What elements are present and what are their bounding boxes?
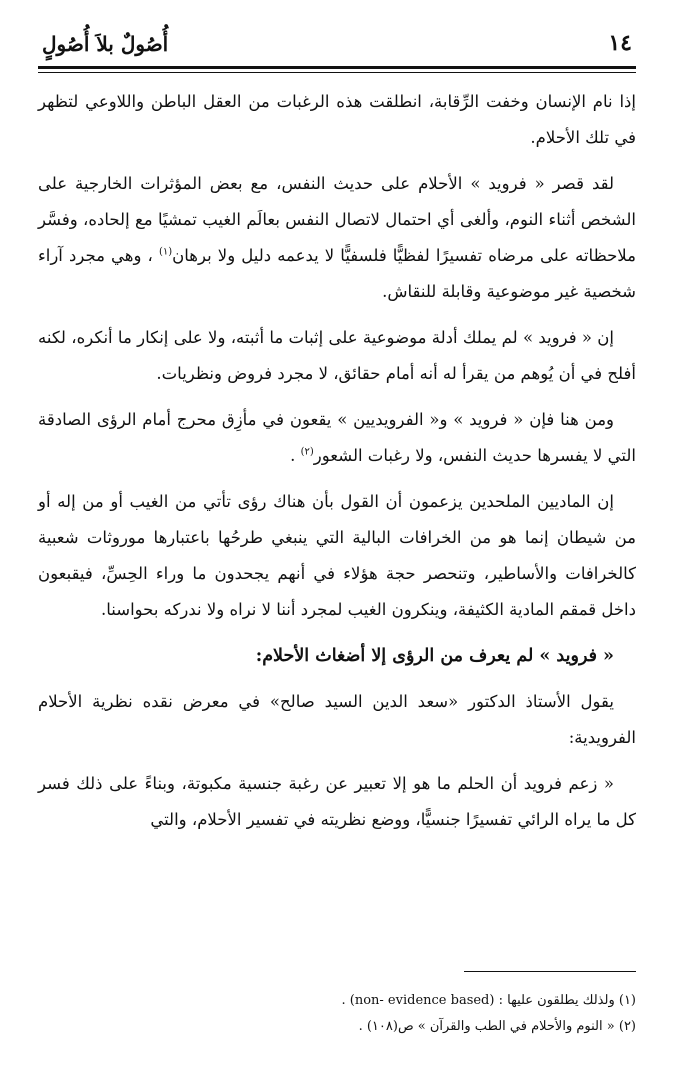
footnote-2-text: « النوم والأحلام في الطب والقرآن » ص(١٠٨) . xyxy=(358,1019,619,1034)
main-text xyxy=(38,84,636,848)
page-number: ١٤ xyxy=(608,30,632,56)
section-heading: « فرويد » لم يعرف من الرؤى إلا أضغاث الأحلام: xyxy=(255,646,614,666)
footnote-2-number: (٢) xyxy=(618,1019,636,1034)
footnote-1 xyxy=(38,988,636,1014)
paragraph-7: « زعم فرويد أن الحلم ما هو إلا تعبير عن رغبة جنسية مكبوتة، وبناءً على ذلك فسر كل ما يراه الرائي تفسيرًا جنسيًّا، ووضع نظريته في تفسير الأحلام، والتي xyxy=(38,774,636,829)
header-rule-thick xyxy=(38,66,636,69)
paragraph-4-end: . xyxy=(290,446,301,465)
paragraph-2 xyxy=(38,166,636,310)
paragraph-4 xyxy=(38,402,636,474)
paragraph-4-text: ومن هنا فإن « فرويد » و« الفرويديين » يقعون في مأزِق محرج أمام الرؤى الصادقة التي لا يفسرها حديث النفس، ولا رغبات الشعور xyxy=(38,410,636,465)
footnote-1-end: . xyxy=(341,993,350,1008)
footnote-1-english: (non- evidence based) xyxy=(349,993,495,1008)
footnote-1-number: (١) xyxy=(618,993,636,1008)
paragraph-5: إن الماديين الملحدين يزعمون أن القول بأن هناك رؤى تأتي من الغيب أو من إله أو من شيطان إنما هو من الخرافات البالية التي ينبغي طرحُها باعتبارها موروثات شعبية كالخرافات والأساطير، وتنحصر حجة هؤلاء في أنهم يجحدون ما وراء الحِسِّ، فيقبعون داخل قمقم المادية الكثيفة، وينكرون الغيب لمجرد أننا لا نراه ولا ندركه بحواسنا. xyxy=(38,492,636,619)
paragraph-2-end: ، وهي مجرد آراء شخصية غير موضوعية وقابلة للنقاش. xyxy=(38,246,636,301)
paragraph-2-text: لقد قصر « فرويد » الأحلام على حديث النفس، مع بعض المؤثرات الخارجية على الشخص أثناء النوم، وألغى أي احتمال لاتصال النفس بعالَم الغيب تمشيًا مع إلحاده، وفسَّر ملاحظاته على مرضاه تفسيرًا لفظيًّا فلسفيًّا لا يدعمه دليل ولا برهان xyxy=(38,174,636,265)
footnote-ref-2: (٢) xyxy=(300,446,314,458)
footnote-separator xyxy=(464,971,636,972)
paragraph-1: إذا نام الإنسان وخفت الرِّقابة، انطلقت هذه الرغبات من العقل الباطن واللاوعي لتظهر في تلك الأحلام. xyxy=(38,92,636,147)
footnote-ref-1: (١) xyxy=(158,246,173,258)
footnote-1-text: ولذلك يطلقون عليها : xyxy=(494,993,619,1008)
paragraph-6: يقول الأستاذ الدكتور «سعد الدين السيد صالح» في معرض نقده نظرية الأحلام الفرويدية: xyxy=(38,692,636,747)
running-title: أُصُولٌ بلاَ أُصُولٍ xyxy=(42,32,169,56)
page-header xyxy=(38,26,636,66)
header-rule-thin xyxy=(38,72,636,73)
footnote-2 xyxy=(38,1014,636,1040)
footnotes xyxy=(38,988,636,1040)
paragraph-3: إن « فرويد » لم يملك أدلة موضوعية على إثبات ما أثبته، ولا على إنكار ما أنكره، لكنه أفلح في أن يُوهم من يقرأ له أنه أمام حقائق، لا مجرد فروض ونظريات. xyxy=(38,328,636,383)
